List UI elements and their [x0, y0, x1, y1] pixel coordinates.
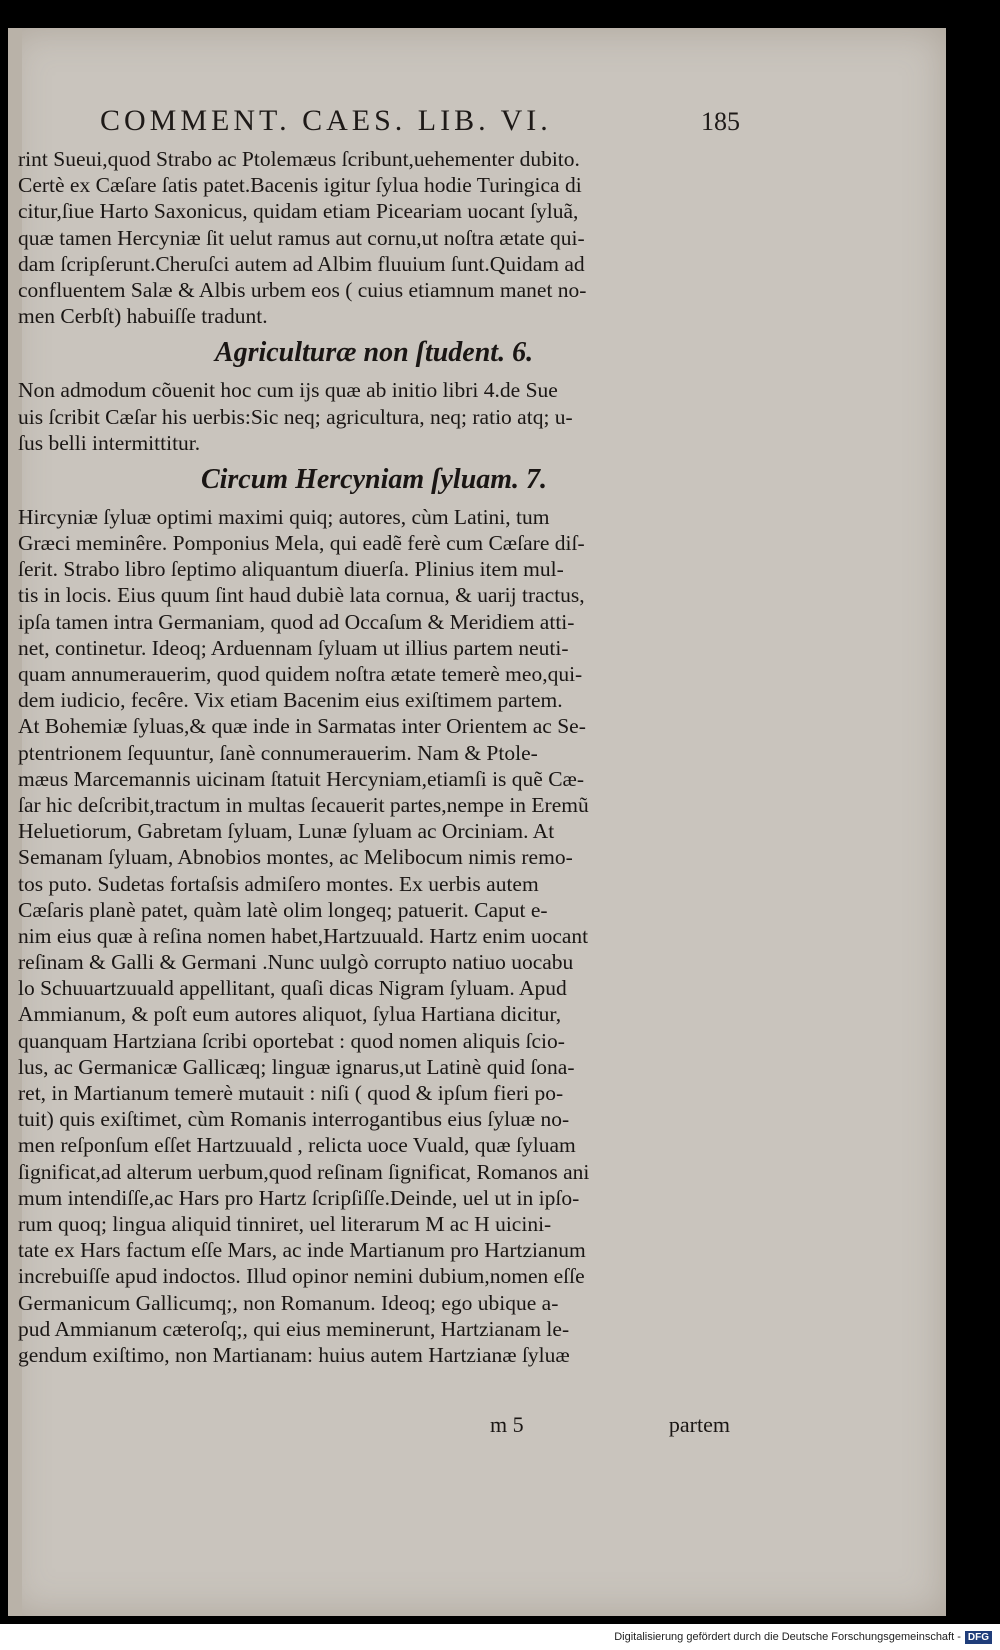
section-heading-6: Agriculturæ non ſtudent. 6.: [214, 337, 534, 369]
text-line: tate ex Hars factum eſſe Mars, ac inde Martianum pro Hartzianum: [18, 1238, 586, 1263]
text-line: rint Sueui,quod Strabo ac Ptolemæus ſcribunt,uehementer dubito.: [18, 147, 580, 171]
section-heading-7: Circum Hercyniam ſyluam. 7.: [200, 463, 548, 495]
paragraph-3: [18, 504, 730, 1368]
text-line: At Bohemiæ ſyluas,& quæ inde in Sarmatas inter Orientem ac Se-: [18, 714, 586, 739]
text-line: men Cerbſt) habuiſſe tradunt.: [18, 304, 268, 329]
text-line: Certè ex Cæſare ſatis patet.Bacenis igitur ſylua hodie Turingica di: [18, 173, 582, 198]
text-line: nim eius quæ à reſina nomen habet,Hartzuuald. Hartz enim uocant: [18, 923, 589, 948]
dfg-logo: DFG: [965, 1631, 992, 1644]
paragraph-1: [18, 146, 730, 329]
funding-text: Digitalisierung gefördert durch die Deutsche Forschungsgemeinschaft -: [614, 1631, 961, 1643]
text-line: net, continetur. Ideoq; Arduennam ſyluam ut illius partem neuti-: [18, 635, 569, 660]
page-footer: [490, 1412, 730, 1438]
text-line: ſerit. Strabo libro ſeptimo aliquantum diuerſa. Plinius item mul-: [18, 557, 564, 582]
running-title: COMMENT. CAES. LIB. VI.: [100, 104, 552, 137]
text-line: Heluetiorum, Gabretam ſyluam, Lunæ ſyluam ac Orciniam. At: [18, 819, 555, 844]
text-line: Ammianum, & poſt eum autores aliquot, ſylua Hartiana dicitur,: [18, 1002, 562, 1027]
text-line: pud Ammianum cæteroſq;, qui eius meminerunt, Hartzianam le-: [18, 1316, 570, 1341]
signature-mark: m 5: [490, 1412, 524, 1437]
text-line: ſar hic deſcribit,tractum in multas ſecauerit partes,nempe in Eremũ: [18, 792, 589, 817]
catchword: partem: [668, 1412, 730, 1437]
text-line: ret, in Martianum temerè mutauit : niſi ( quod & ipſum fieri po-: [18, 1081, 564, 1105]
text-line: citur,ſiue Harto Saxonicus, quidam etiam Piceariam uocant ſyluã,: [18, 199, 579, 224]
text-line: Græci meminêre. Pomponius Mela, qui eadẽ ferè cum Cæſare diſ-: [18, 531, 585, 556]
paragraph-2: [18, 377, 730, 456]
text-line: rum quoq; lingua aliquid tinniret, uel literarum M ac H uicini-: [18, 1211, 552, 1236]
text-line: mæus Marcemannis uicinam ſtatuit Hercyniam,etiamſi is quẽ Cæ-: [18, 766, 585, 791]
text-line: Non admodum cõuenit hoc cum ijs quæ ab initio libri 4.de Sue: [18, 378, 558, 403]
text-line: increbuiſſe apud indoctos. Illud opinor nemini dubium,nomen eſſe: [18, 1264, 585, 1289]
text-line: quæ tamen Hercyniæ ſit uelut ramus aut cornu,ut noſtra ætate qui-: [18, 225, 585, 250]
text-line: uis ſcribit Cæſar his uerbis:Sic neq; agricultura, neq; ratio atq; u-: [18, 404, 573, 429]
text-line: quam annumerauerim, quod quidem noſtra ætate temerè meo,qui-: [18, 662, 583, 686]
text-line: lus, ac Germanicæ Gallicæq; linguæ ignarus,ut Latinè quid ſona-: [18, 1054, 575, 1079]
text-line: dem iudicio, fecêre. Vix etiam Bacenim eius exiſtimem partem.: [18, 688, 563, 713]
text-line: reſinam & Galli & Germani .Nunc uulgò corrupto natiuo uocabu: [18, 950, 574, 975]
page-body: [18, 146, 730, 1368]
text-line: tis in locis. Eius quum ſint haud dubiè lata cornua, & uarij tractus,: [18, 583, 585, 608]
text-line: confluentem Salæ & Albis urbem eos ( cuius etiamnum manet no-: [18, 277, 587, 302]
text-line: Cæſaris planè patet, quàm latè olim longeq; patuerit. Caput e-: [18, 897, 548, 922]
text-line: ſus belli intermittitur.: [18, 430, 201, 455]
page-number: 185: [701, 107, 740, 136]
funding-banner: [0, 1624, 1000, 1650]
text-line: ptentrionem ſequuntur, ſanè connumerauerim. Nam & Ptole-: [18, 740, 538, 765]
text-line: mum intendiſſe,ac Hars pro Hartz ſcripſiſſe.Deinde, uel ut in ipſo-: [18, 1185, 580, 1210]
text-line: Germanicum Gallicumq;, non Romanum. Ideoq; ego ubique a-: [18, 1290, 559, 1315]
text-line: tuit) quis exiſtimet, cùm Romanis interrogantibus eius ſyluæ no-: [18, 1107, 570, 1132]
text-line: ipſa tamen intra Germaniam, quod ad Occaſum & Meridiem atti-: [18, 609, 575, 634]
text-line: lo Schuuartzuuald appellitant, quaſi dicas Nigram ſyluam. Apud: [18, 976, 567, 1001]
text-line: dam ſcripſerunt.Cheruſci autem ad Albim fluuium ſunt.Quidam ad: [18, 251, 585, 276]
text-line: Semanam ſyluam, Abnobios montes, ac Melibocum nimis remo-: [18, 845, 573, 870]
text-line: quanquam Hartziana ſcribi oportebat : quod nomen aliquis ſcio-: [18, 1028, 565, 1053]
text-line: tos puto. Sudetas fortaſsis admiſero montes. Ex uerbis autem: [18, 871, 539, 896]
text-line: gendum exiſtimo, non Martianam: huius autem Hartzianæ ſyluæ: [18, 1342, 570, 1367]
text-line: Hircyniæ ſyluæ optimi maximi quiq; autores, cùm Latini, tum: [18, 504, 550, 529]
running-header: [100, 104, 740, 140]
text-line: ſignificat,ad alterum uerbum,quod reſinam ſignificat, Romanos ani: [18, 1159, 590, 1184]
text-line: men reſponſum eſſet Hartzuuald , relicta uoce Vuald, quæ ſyluam: [18, 1133, 576, 1158]
